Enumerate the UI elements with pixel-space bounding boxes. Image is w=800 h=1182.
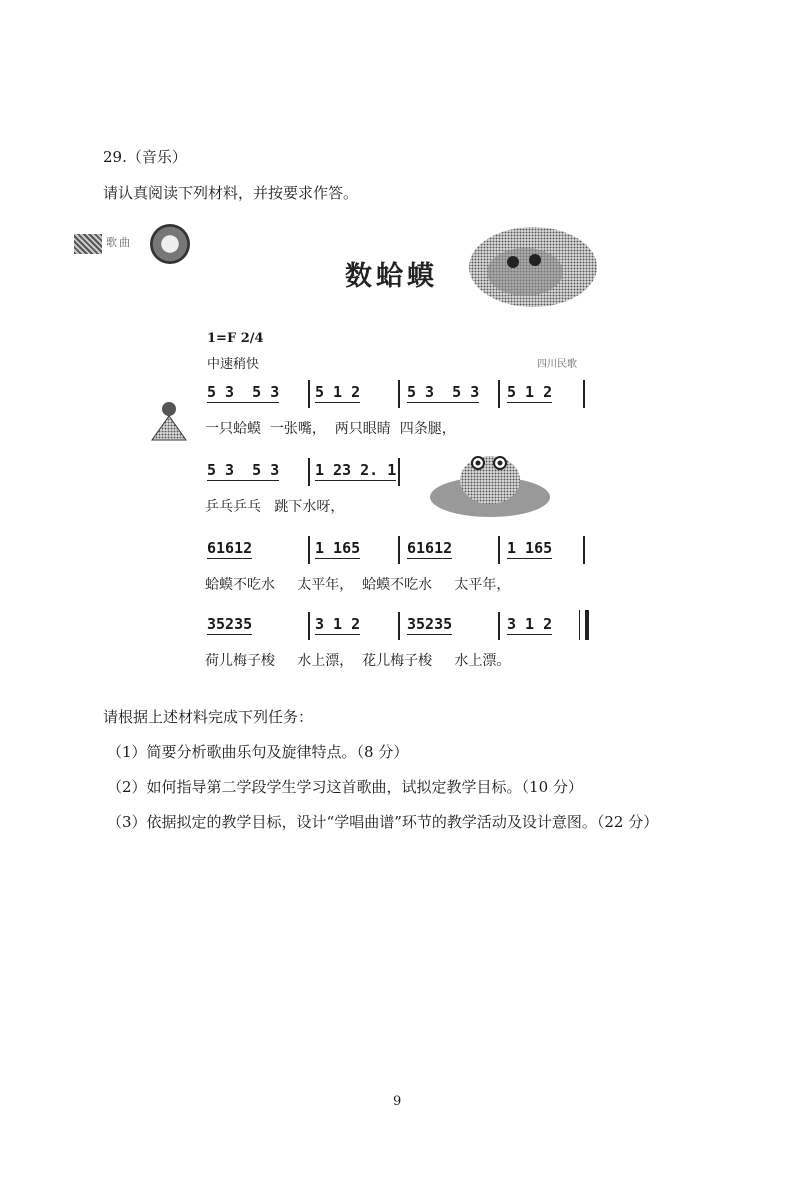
measure-notes: 3 1 2: [507, 615, 553, 633]
barline: [398, 380, 400, 408]
lyric-line: 乒乓乒乓 跳下水呀，: [205, 499, 345, 515]
song-tempo: 中速稍快: [207, 357, 260, 372]
toad-illustration: [465, 222, 600, 317]
measure-notes: 35235: [407, 615, 453, 633]
measure-notes: 3 1 2: [315, 615, 361, 633]
score-row: [205, 614, 595, 640]
measure-notes: 5 3 5 3: [407, 383, 480, 401]
measure-notes: 5 3 5 3: [207, 461, 280, 479]
lyric-line: 荷儿梅子梭 水上漂， 花儿梅子梭 水上漂。: [205, 653, 511, 669]
section-tag: [74, 222, 194, 262]
measure-notes: 1 23 2. 1: [315, 461, 397, 479]
measure-notes: 5 3 5 3: [207, 383, 280, 401]
task-item: （3）依据拟定的教学目标，设计“学唱曲谱”环节的教学活动及设计意图。（22 分）: [107, 813, 659, 831]
barline: [398, 612, 400, 640]
measure-notes: 35235: [207, 615, 253, 633]
barline: [398, 458, 400, 486]
barline: [583, 536, 585, 564]
lyric-line: 蛤蟆不吃水 太平年， 蛤蟆不吃水 太平年，: [205, 577, 511, 593]
song-title: 数蛤蟆: [345, 261, 438, 292]
song-key-signature: 1=F 2/4: [207, 331, 264, 346]
barline: [498, 612, 500, 640]
child-figure-icon: [146, 400, 192, 442]
measure-notes: 61612: [207, 539, 253, 557]
barline: [308, 612, 310, 640]
measure-notes: 5 1 2: [315, 383, 361, 401]
task-prompt: 请根据上述材料完成下列任务：: [103, 708, 314, 726]
barline: [308, 458, 310, 486]
barline: [308, 536, 310, 564]
section-tag-label: 歌曲: [106, 236, 132, 249]
measure-notes: 61612: [407, 539, 453, 557]
barline: [498, 380, 500, 408]
song-source: 四川民歌: [537, 359, 577, 370]
question-heading: 29.（音乐）: [103, 148, 187, 166]
page-number: 9: [393, 1094, 402, 1109]
tag-pattern-icon: [74, 234, 102, 254]
task-item: （2）如何指导第二学段学生学习这首歌曲，试拟定教学目标。（10 分）: [107, 778, 583, 796]
measure-notes: 1 165: [507, 539, 553, 557]
score-row: [205, 538, 595, 564]
barline: [583, 380, 585, 408]
barline: [398, 536, 400, 564]
book-icon: [150, 224, 190, 264]
measure-notes: 5 1 2: [507, 383, 553, 401]
barline: [498, 536, 500, 564]
final-barline: [579, 610, 589, 640]
barline: [308, 380, 310, 408]
score-row: [205, 460, 595, 486]
measure-notes: 1 165: [315, 539, 361, 557]
score-row: [205, 382, 595, 408]
task-item: （1）简要分析歌曲乐句及旋律特点。（8 分）: [107, 743, 409, 761]
question-instruction: 请认真阅读下列材料，并按要求作答。: [103, 184, 359, 202]
lyric-line: 一只蛤蟆 一张嘴， 两只眼睛 四条腿，: [205, 421, 456, 437]
